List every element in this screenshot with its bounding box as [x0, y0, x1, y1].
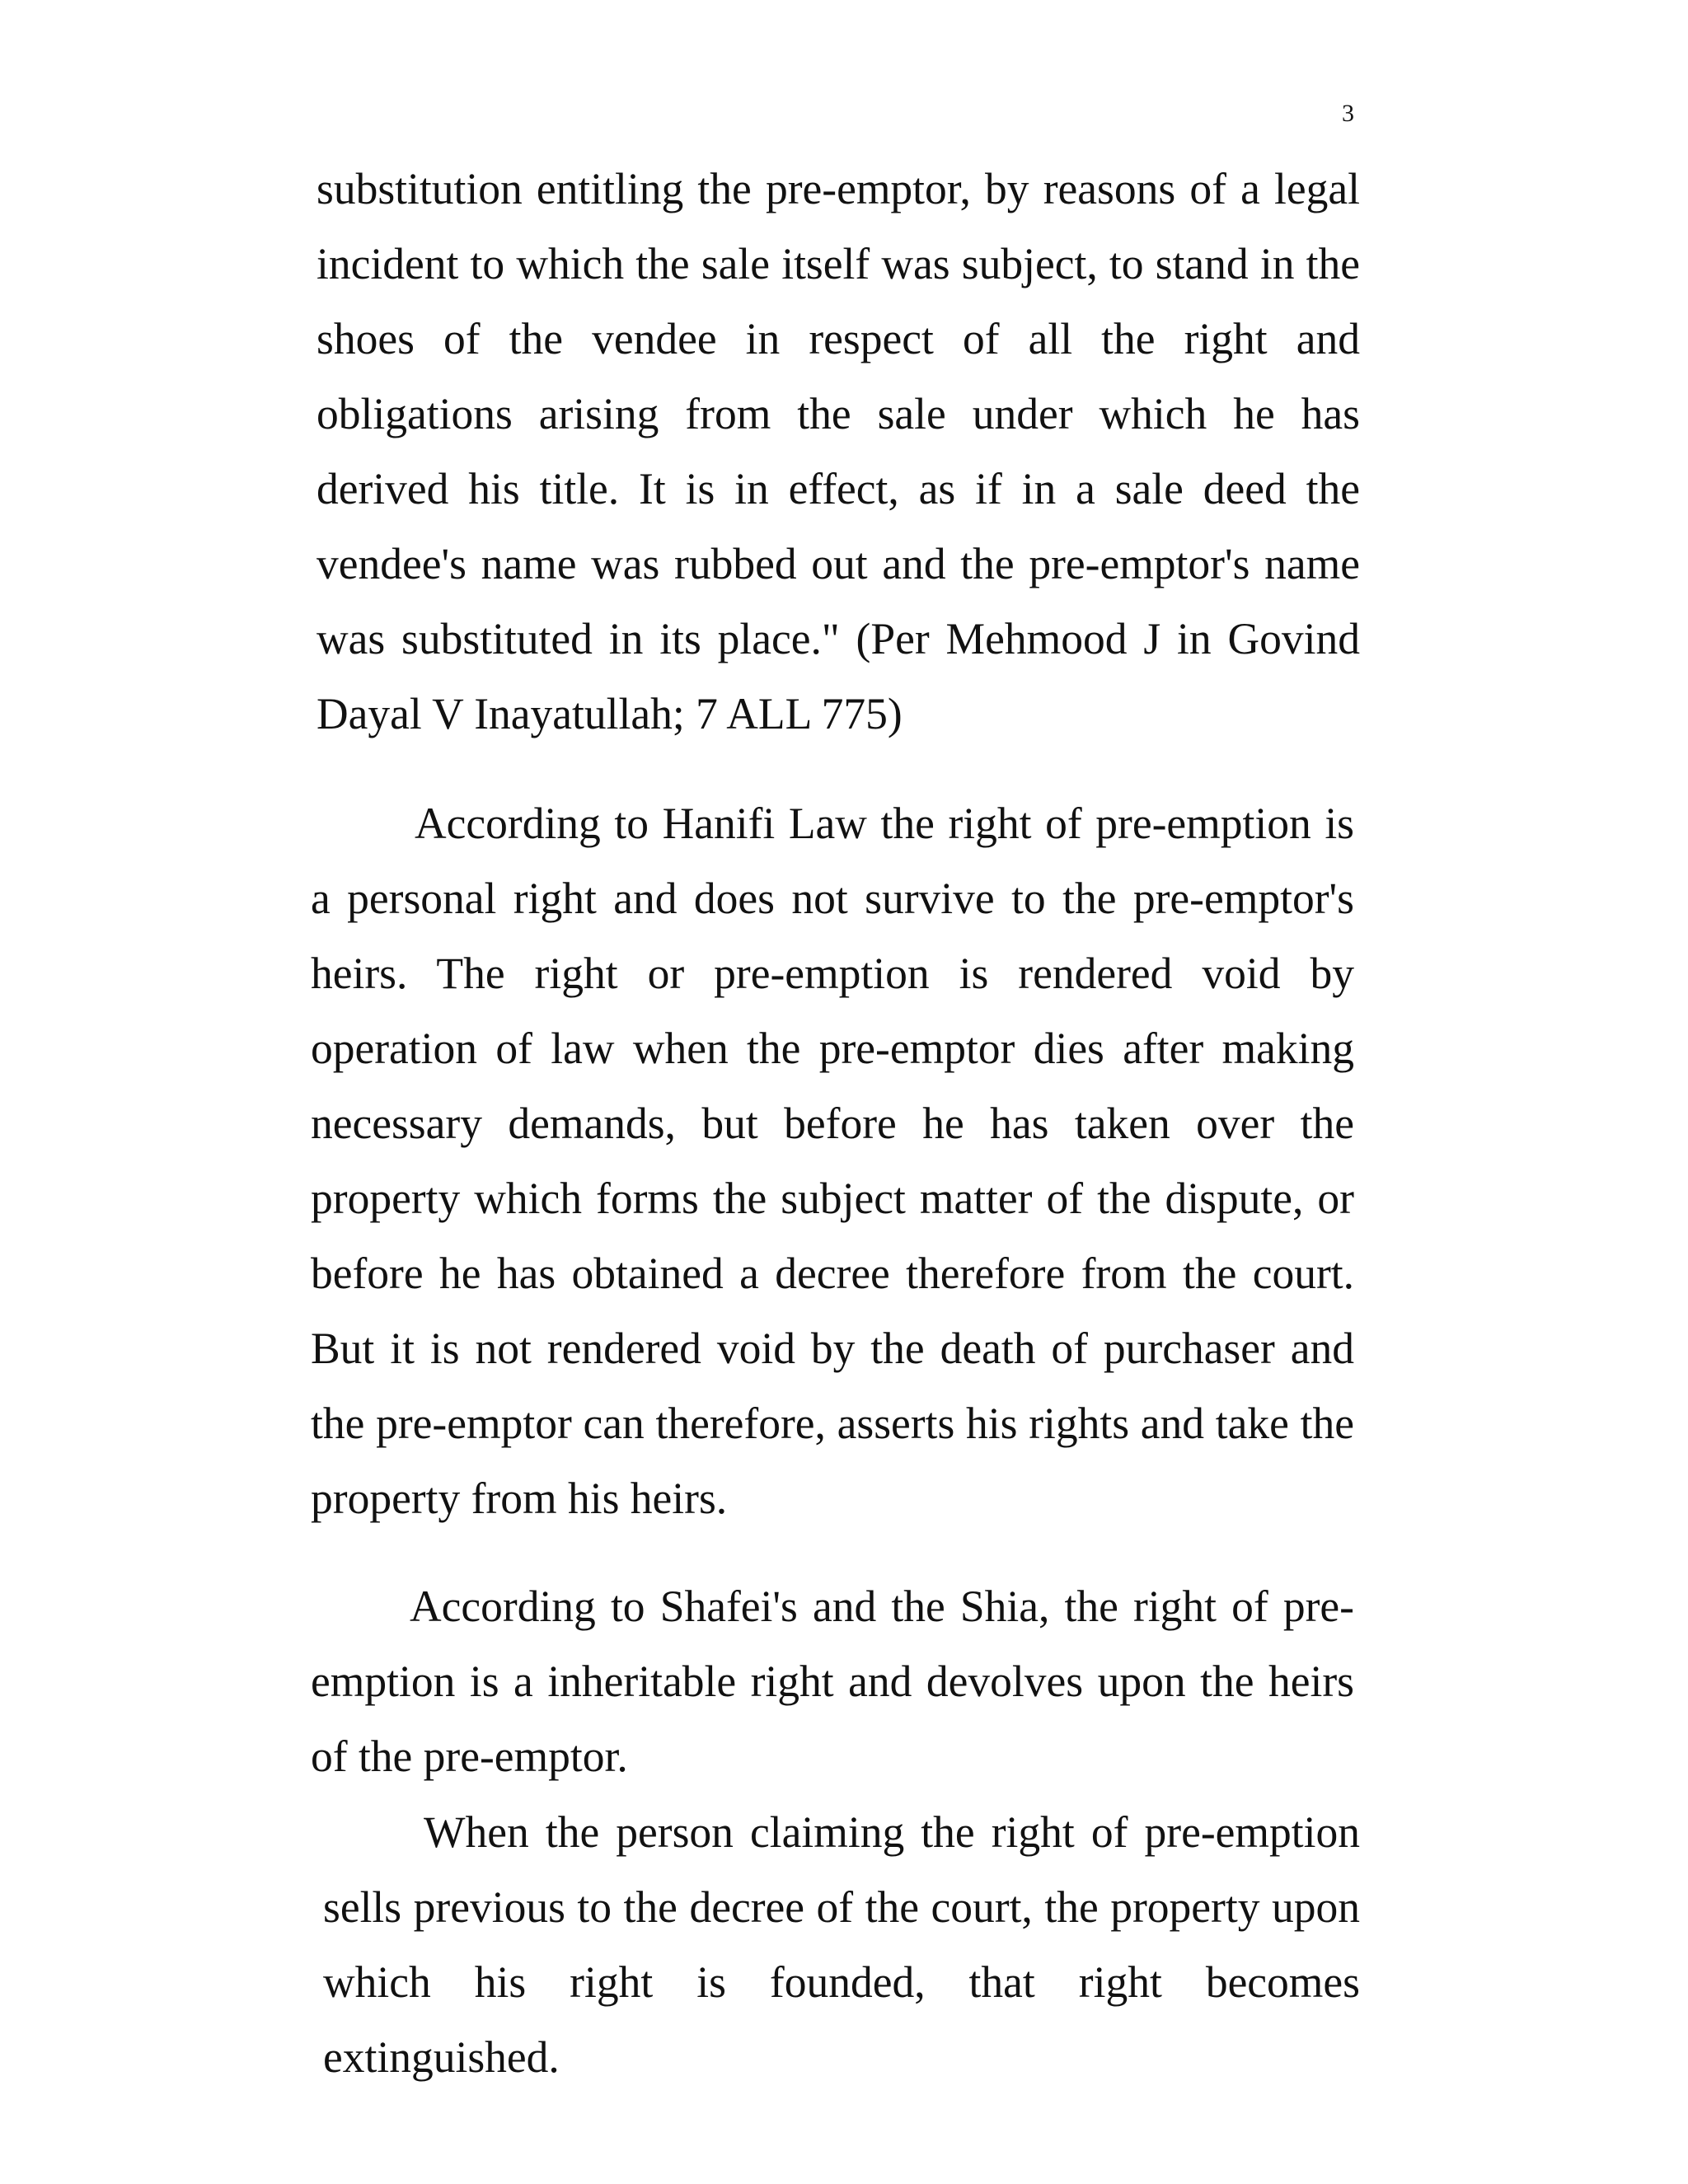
paragraph-hanifi-law: According to Hanifi Law the right of pre-emption is a personal right and does not survive to the pre-emptor's heirs. The right or pre-emption is rendered void by operation of law when the pre-emptor dies after making necessary demands, but before he has taken over the property which forms the subject matter of the dispute, or before he has obtained a decree therefore from the court. But it is not rendered void by the death of purchaser and the pre-emptor can therefore, asserts his rights and take the property from his heirs.	[311, 799, 1354, 1523]
paragraph-substitution-quote: substitution entitling the pre-emptor, by reasons of a legal incident to which the sale itself was subject, to stand in the shoes of the vendee in respect of all the right and obligations arising from the sale under which he has derived his title. It is in effect, as if in a sale deed the vendee's name was rubbed out and the pre-emptor's name was substituted in its place." (Per Mehmood J in Govind Dayal V Inayatullah; 7 ALL 775)	[316, 164, 1360, 738]
page-number: 3	[1342, 100, 1354, 127]
paragraph-shafei-shia: According to Shafei's and the Shia, the right of pre-emption is a inheritable right and devolves upon the heirs of the pre-emptor.	[311, 1582, 1354, 1781]
paragraph-extinguished-right: When the person claiming the right of pre-emption sells previous to the decree of the court, the property upon which his right is founded, that right becomes extinguished.	[323, 1807, 1360, 2082]
